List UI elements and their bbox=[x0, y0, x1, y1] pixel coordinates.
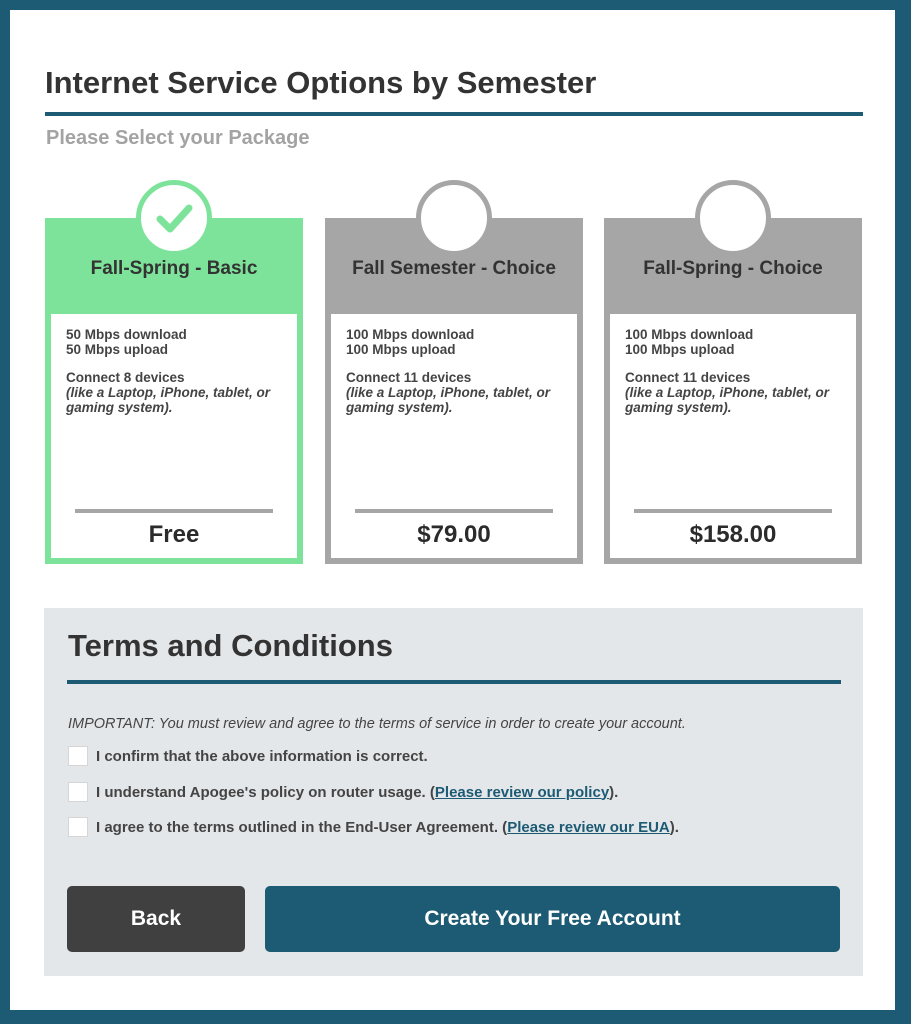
link-paren-close: ). bbox=[609, 783, 619, 801]
price-divider bbox=[634, 509, 832, 513]
package-features bbox=[346, 327, 567, 415]
eua-row[interactable] bbox=[68, 816, 679, 838]
download-speed: 50 Mbps download bbox=[66, 327, 187, 342]
important-notice: IMPORTANT: You must review and agree to the terms of service in order to create your account. bbox=[68, 716, 686, 732]
price-divider bbox=[355, 509, 553, 513]
upload-speed: 50 Mbps upload bbox=[66, 342, 169, 357]
package-details bbox=[51, 314, 297, 558]
package-price: $79.00 bbox=[417, 521, 491, 548]
package-details bbox=[610, 314, 856, 558]
eua-checkbox[interactable] bbox=[68, 817, 88, 837]
back-button[interactable]: Back bbox=[67, 886, 245, 952]
upload-speed: 100 Mbps upload bbox=[625, 342, 735, 357]
router-policy-row[interactable] bbox=[68, 781, 618, 803]
device-count: Connect 8 devices bbox=[66, 370, 185, 385]
checkmark-icon bbox=[151, 195, 197, 241]
device-count: Connect 11 devices bbox=[346, 370, 472, 385]
package-options bbox=[45, 178, 863, 568]
terms-divider bbox=[67, 680, 841, 684]
selection-indicator[interactable] bbox=[695, 180, 771, 256]
title-divider bbox=[45, 112, 863, 116]
selection-indicator[interactable] bbox=[416, 180, 492, 256]
terms-title: Terms and Conditions bbox=[68, 628, 393, 663]
page-title: Internet Service Options by Semester bbox=[45, 65, 597, 100]
router-policy-label: I understand Apogee's policy on router usage. bbox=[96, 783, 426, 801]
device-note: (like a Laptop, iPhone, tablet, or gaming system). bbox=[66, 385, 271, 415]
price-divider bbox=[75, 509, 273, 513]
confirm-info-row[interactable] bbox=[68, 745, 428, 767]
upload-speed: 100 Mbps upload bbox=[346, 342, 456, 357]
eua-label: I agree to the terms outlined in the End-User Agreement. bbox=[96, 818, 499, 836]
page-frame bbox=[10, 10, 895, 1010]
router-policy-checkbox[interactable] bbox=[68, 782, 88, 802]
confirm-info-label: I confirm that the above information is correct. bbox=[96, 747, 428, 765]
package-price: Free bbox=[148, 521, 200, 548]
download-speed: 100 Mbps download bbox=[346, 327, 475, 342]
package-name: Fall-Spring - Choice bbox=[643, 258, 823, 279]
package-features bbox=[625, 327, 846, 415]
package-name: Fall Semester - Choice bbox=[352, 258, 556, 279]
device-count: Connect 11 devices bbox=[625, 370, 751, 385]
selection-indicator[interactable] bbox=[136, 180, 212, 256]
review-eua-link[interactable]: Please review our EUA bbox=[507, 818, 670, 836]
download-speed: 100 Mbps download bbox=[625, 327, 754, 342]
link-paren-open: ( bbox=[498, 818, 508, 836]
package-card-fall-spring-basic[interactable] bbox=[45, 218, 303, 564]
package-price: $158.00 bbox=[689, 521, 777, 548]
terms-panel bbox=[44, 608, 863, 976]
confirm-info-checkbox[interactable] bbox=[68, 746, 88, 766]
package-card-fall-spring-choice[interactable] bbox=[604, 218, 862, 564]
device-note: (like a Laptop, iPhone, tablet, or gaming system). bbox=[346, 385, 551, 415]
device-note: (like a Laptop, iPhone, tablet, or gaming system). bbox=[625, 385, 830, 415]
create-account-button[interactable]: Create Your Free Account bbox=[265, 886, 840, 952]
link-paren-open: ( bbox=[425, 783, 435, 801]
package-card-fall-semester-choice[interactable] bbox=[325, 218, 583, 564]
package-details bbox=[331, 314, 577, 558]
review-policy-link[interactable]: Please review our policy bbox=[434, 783, 610, 801]
package-name: Fall-Spring - Basic bbox=[90, 258, 258, 279]
link-paren-close: ). bbox=[669, 818, 679, 836]
page-subtitle: Please Select your Package bbox=[46, 127, 310, 149]
package-features bbox=[66, 327, 287, 415]
